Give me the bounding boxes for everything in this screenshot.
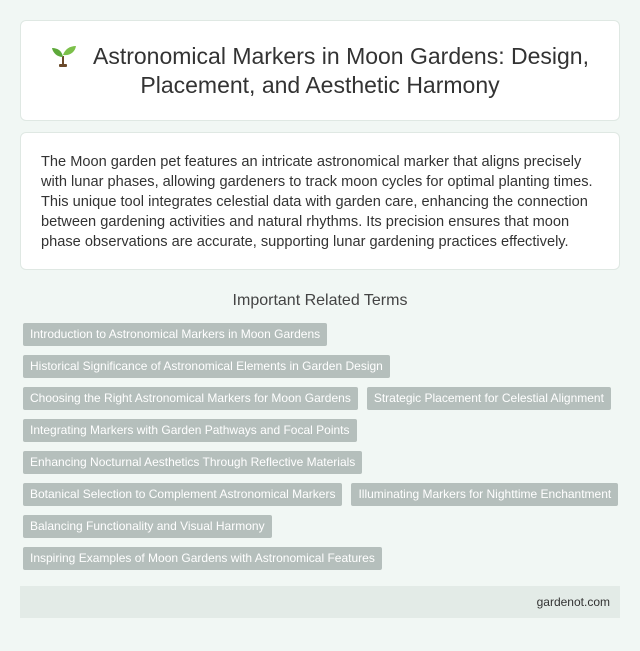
term-tag[interactable]: Illuminating Markers for Nighttime Enchantment (351, 483, 618, 506)
footer (20, 586, 620, 618)
term-tag[interactable]: Botanical Selection to Complement Astronomical Markers (23, 483, 342, 506)
term-tag[interactable]: Inspiring Examples of Moon Gardens with Astronomical Features (23, 547, 382, 570)
related-terms-heading: Important Related Terms (232, 292, 408, 309)
page-title-text: Astronomical Markers in Moon Gardens: Design, Placement, and Aesthetic Harmony (93, 42, 589, 98)
term-tag[interactable]: Balancing Functionality and Visual Harmony (23, 515, 272, 538)
summary-card (20, 132, 620, 270)
term-tag[interactable]: Enhancing Nocturnal Aesthetics Through Reflective Materials (23, 451, 362, 474)
term-tag[interactable]: Introduction to Astronomical Markers in Moon Gardens (23, 323, 327, 346)
page-title (41, 42, 599, 100)
term-tag[interactable]: Historical Significance of Astronomical Elements in Garden Design (23, 355, 390, 378)
term-tag[interactable]: Choosing the Right Astronomical Markers for Moon Gardens (23, 387, 358, 410)
summary-text: The Moon garden pet features an intricate astronomical marker that aligns precisely with lunar phases, allowing gardeners to track moon cycles for optimal planting times. This unique tool integrates celestial data with garden care, enhancing the connection between gardening activities and natural rhythms. Its precision ensures that moon phase observations are accurate, supporting lunar gardening practices effectively. (41, 154, 593, 250)
footer-site: gardenot.com (536, 595, 610, 609)
sprout-icon (51, 45, 77, 67)
term-tag[interactable]: Integrating Markers with Garden Pathways and Focal Points (23, 419, 357, 442)
term-tag[interactable]: Strategic Placement for Celestial Alignment (367, 387, 611, 410)
related-terms-list (20, 323, 620, 570)
title-card (20, 20, 620, 121)
